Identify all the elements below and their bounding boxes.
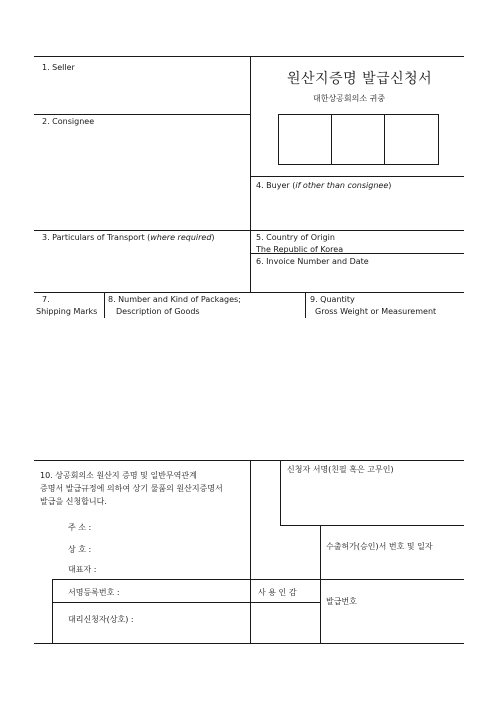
rule-agent-left	[52, 579, 53, 643]
rule-goods-top	[34, 292, 464, 293]
origin-value: The Republic of Korea	[256, 245, 344, 254]
seal-label: 사 용 인 감	[258, 588, 297, 597]
buyer-label-italic: if other than consignee	[295, 181, 389, 190]
transport-label-italic: where required	[150, 233, 212, 242]
stamp-box-2	[331, 114, 385, 165]
application-line-3: 발급을 신청합니다.	[40, 497, 107, 506]
buyer-label	[256, 180, 391, 191]
stamp-box-3	[384, 114, 439, 165]
rule-permit-left	[320, 525, 321, 643]
invoice-label: 6. Invoice Number and Date	[256, 257, 369, 266]
applicant-signature-label: 신청자 서명(친필 혹은 고무인)	[287, 465, 394, 474]
transport-label-prefix: 3. Particulars of Transport (	[42, 233, 151, 242]
export-permit-label: 수출허가(승인)서 번호 및 일자	[326, 542, 433, 551]
rule-marks-divider	[104, 292, 105, 318]
rule-agent-top	[52, 579, 464, 580]
seller-label: 1. Seller	[42, 63, 75, 72]
rule-application-divider	[250, 460, 251, 643]
marks-label: Shipping Marks	[36, 307, 98, 316]
origin-label: 5. Country of Origin	[256, 233, 335, 242]
rule-transport-top	[34, 230, 464, 231]
rule-top-divider	[250, 56, 251, 292]
form-subtitle: 대한상공회의소 귀중	[313, 94, 386, 103]
form-title: 원산지증명 발급신청서	[287, 71, 433, 87]
rule-seller-bottom	[34, 114, 250, 115]
application-line-1: 10. 상공회의소 원산지 증명 및 일반무역관계	[40, 471, 197, 480]
buyer-label-prefix: 4. Buyer (	[256, 181, 296, 190]
company-label: 상 호 :	[68, 545, 92, 554]
marks-number: 7.	[42, 295, 50, 304]
application-line-2: 증명서 발급규정에 의하여 상기 물품의 원산지증명서	[40, 484, 223, 493]
address-label: 주 소 :	[68, 523, 92, 532]
transport-label-suffix: )	[211, 233, 215, 242]
packages-label: 8. Number and Kind of Packages;	[108, 295, 241, 304]
rule-buyer-top	[250, 176, 464, 177]
representative-label: 대표자 :	[68, 565, 97, 574]
border-top	[34, 56, 464, 57]
agent-applicant-label: 대리신청자(상호) :	[68, 615, 134, 624]
issue-number-label: 발급번호	[326, 597, 357, 606]
transport-label	[42, 232, 215, 243]
rule-agent-mid	[52, 602, 320, 603]
rule-quantity-divider	[305, 292, 306, 318]
stamp-box-1	[278, 114, 332, 165]
rule-application-top	[34, 460, 464, 461]
buyer-label-suffix: )	[388, 181, 392, 190]
rule-applicant-sign-bottom	[280, 525, 464, 526]
border-bottom	[34, 643, 464, 644]
rule-sign-left	[280, 460, 281, 525]
signature-registration-label: 서명등록번호 :	[68, 588, 120, 597]
packages-description: Description of Goods	[116, 307, 200, 316]
quantity-description: Gross Weight or Measurement	[315, 307, 437, 316]
consignee-label: 2. Consignee	[42, 117, 95, 126]
quantity-label: 9. Quantity	[310, 295, 355, 304]
